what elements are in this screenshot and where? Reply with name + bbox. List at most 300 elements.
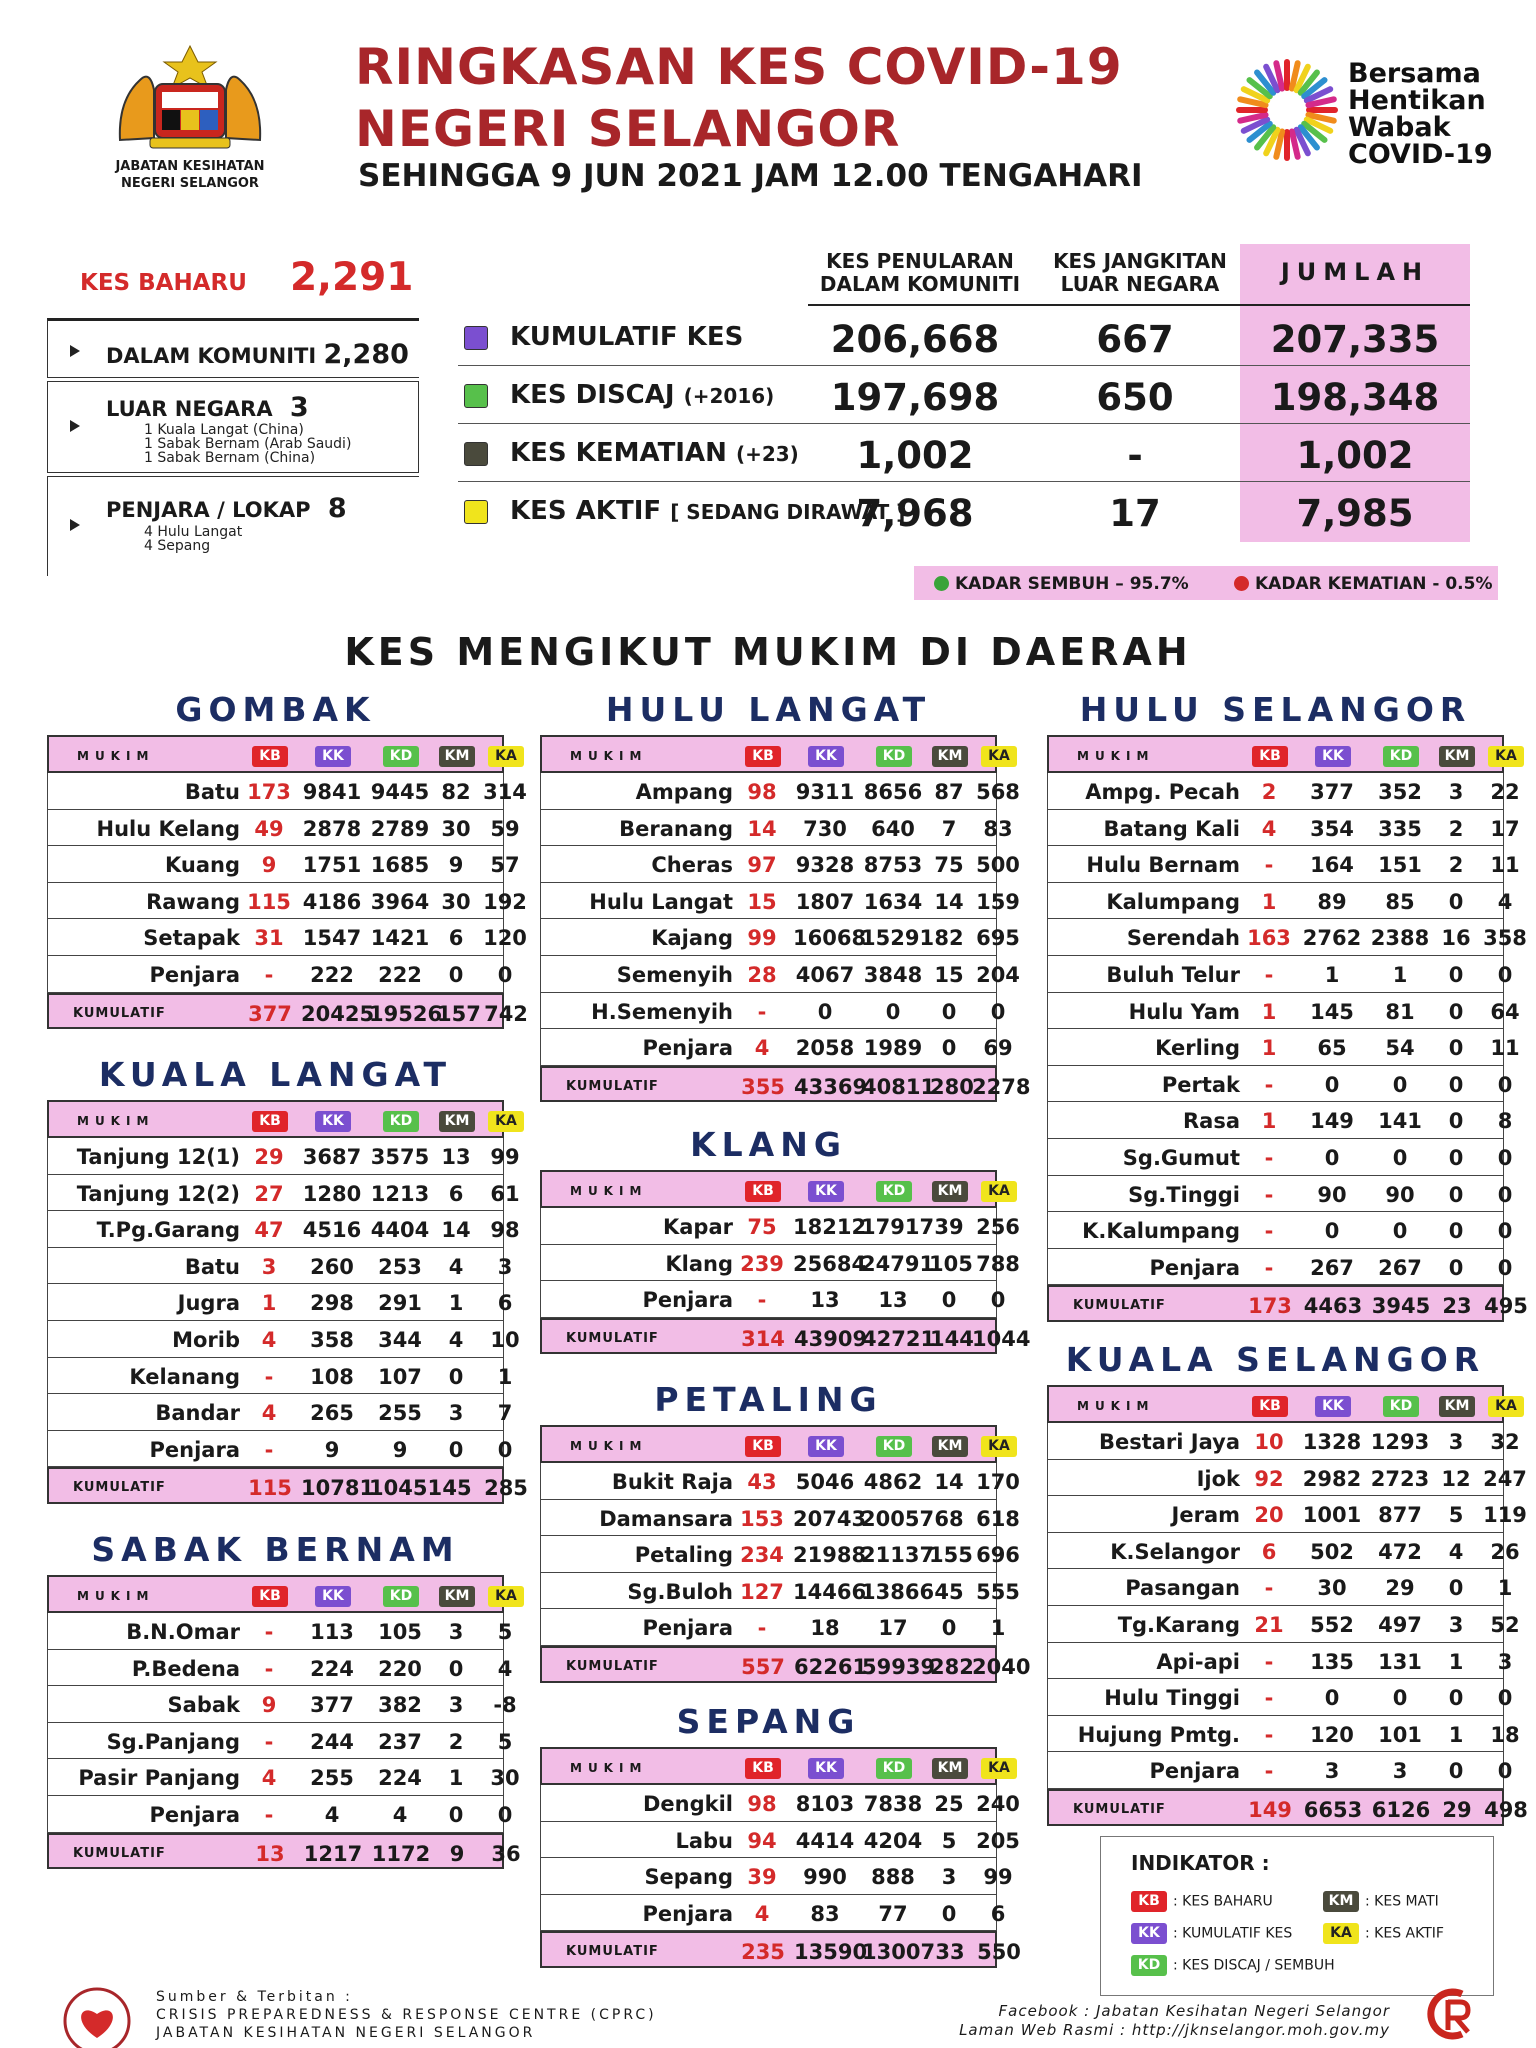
table-row xyxy=(1047,1139,1513,1176)
discharged-cell: 54 xyxy=(1385,1036,1415,1061)
new-cases-cell: 21 xyxy=(1254,1612,1284,1637)
new-cases-cell: 29 xyxy=(254,1145,284,1169)
table-row xyxy=(47,1284,513,1321)
deaths-cell: 39 xyxy=(934,1215,964,1239)
mukim-name: KUMULATIF xyxy=(566,1658,659,1674)
category-square-icon xyxy=(464,442,488,466)
deaths-cell: 9 xyxy=(449,1841,465,1866)
cumulative-cases-cell: 222 xyxy=(310,962,354,987)
deaths-cell: 2 xyxy=(1448,816,1464,841)
table-row xyxy=(47,1138,520,1175)
prison-cases-label: PENJARA / LOKAP xyxy=(106,498,311,522)
active-cell: 57 xyxy=(490,853,520,878)
new-cases-cell: 10 xyxy=(1254,1430,1284,1454)
active-cell: 10 xyxy=(490,1327,520,1352)
table-row xyxy=(540,1785,1020,1822)
new-cases-cell: 49 xyxy=(254,816,284,841)
active-cell: 314 xyxy=(483,780,527,804)
new-cases-cell: 234 xyxy=(740,1543,784,1568)
cumulative-cases-cell: 9841 xyxy=(302,780,362,804)
cumulative-cases-cell: 16068 xyxy=(793,926,867,951)
km-badge: KM xyxy=(1323,1891,1359,1912)
kk-badge: KK xyxy=(1131,1923,1167,1944)
table-row xyxy=(540,1858,1013,1895)
mukim-name: Sg.Buloh xyxy=(627,1579,733,1604)
campaign-line-4: COVID-19 xyxy=(1348,139,1493,170)
mukim-name: T.Pg.Garang xyxy=(96,1218,240,1243)
cumulative-row xyxy=(47,1833,521,1870)
discharged-cell: 2789 xyxy=(370,816,430,841)
district-table-kuala-selangor xyxy=(1047,1385,1528,1826)
discharged-cell: 8753 xyxy=(863,853,923,878)
discharged-cell: 0 xyxy=(1392,1219,1408,1244)
cumulative-row xyxy=(1047,1285,1528,1322)
deaths-cell: 14 xyxy=(441,1218,471,1243)
mukim-name: Kapar xyxy=(662,1215,733,1239)
summary-label-text: KES KEMATIAN xyxy=(510,438,727,468)
deaths-cell: 157 xyxy=(437,1001,481,1026)
cumulative-cases-cell: 4186 xyxy=(302,889,362,914)
table-row xyxy=(540,883,1020,920)
mukim-name: Pertak xyxy=(1161,1072,1240,1097)
table-row xyxy=(1047,1716,1520,1753)
active-cell: 11 xyxy=(1490,1036,1520,1061)
new-cases-cell: 4 xyxy=(754,1901,770,1926)
campaign-sunburst-logo xyxy=(1232,55,1342,165)
discharged-cell: 10451 xyxy=(369,1476,443,1501)
discharged-cell: 8656 xyxy=(863,780,923,804)
district-table-kuala-langat xyxy=(47,1100,528,1504)
cumulative-cases-cell: 4067 xyxy=(795,962,855,987)
table-row xyxy=(540,1029,1013,1066)
imported-cases-label-row xyxy=(106,392,309,423)
table-row xyxy=(1047,1496,1527,1533)
district-table-petaling xyxy=(540,1425,1031,1683)
cumulative-cases-cell: 164 xyxy=(1310,853,1354,878)
kd-badge: KD xyxy=(876,746,912,767)
kd-badge: KD xyxy=(876,1181,912,1202)
mukim-name: Batu xyxy=(184,1254,240,1279)
new-cases-cell: - xyxy=(757,1288,767,1313)
new-cases-cell: 98 xyxy=(747,1792,777,1816)
new-cases-cell: 173 xyxy=(1248,1294,1292,1319)
mukim-name: Sg.Tinggi xyxy=(1128,1182,1240,1207)
summary-imported-value: - xyxy=(1127,434,1143,477)
summary-total-value: 207,335 xyxy=(1270,318,1440,361)
summary-imported-value: 17 xyxy=(1109,492,1161,535)
active-cell: 695 xyxy=(976,926,1020,951)
district-table-gombak xyxy=(47,735,528,1029)
discharged-cell: 19526 xyxy=(369,1001,443,1026)
footer-source-line-3: JABATAN KESIHATAN NEGERI SELANGOR xyxy=(156,2025,536,2041)
discharged-cell: 3 xyxy=(1392,1759,1408,1784)
discharged-cell: 237 xyxy=(378,1729,422,1754)
header-imported-line-1: KES JANGKITAN xyxy=(1053,249,1227,273)
deaths-cell: 4 xyxy=(448,1327,464,1352)
discharged-cell: 24791 xyxy=(861,1251,935,1276)
new-cases-cell: 355 xyxy=(741,1074,785,1099)
table-row xyxy=(540,1245,1020,1282)
deaths-cell: 280 xyxy=(930,1074,974,1099)
deaths-cell: 45 xyxy=(934,1579,964,1604)
km-badge: KM xyxy=(439,1586,475,1607)
mukim-name: Penjara xyxy=(642,1901,733,1926)
cumulative-cases-cell: 13 xyxy=(810,1288,840,1313)
deaths-cell: 0 xyxy=(1448,999,1464,1024)
active-cell: 0 xyxy=(1497,1145,1513,1170)
mukim-name: Jugra xyxy=(177,1291,240,1316)
kb-badge: KB xyxy=(1252,746,1288,767)
km-badge: KM xyxy=(1439,1396,1475,1417)
deaths-cell: 14 xyxy=(934,1470,964,1494)
mukim-header: MUKIM xyxy=(1077,1399,1155,1413)
cumulative-cases-cell: 10781 xyxy=(301,1476,375,1501)
active-cell: 0 xyxy=(1497,1219,1513,1244)
active-cell: 99 xyxy=(490,1145,520,1169)
district-title-klang: KLANG xyxy=(690,1125,847,1164)
kb-badge: KB xyxy=(252,746,288,767)
active-cell: 17 xyxy=(1490,816,1520,841)
discharged-cell: 640 xyxy=(871,816,915,841)
new-cases-cell: 235 xyxy=(741,1940,785,1965)
kb-badge: KB xyxy=(252,1586,288,1607)
active-cell: 742 xyxy=(484,1001,528,1026)
summary-label-tag: [ SEDANG DIRAWAT ] xyxy=(670,500,906,524)
deaths-cell: 0 xyxy=(1448,1036,1464,1061)
deaths-cell: 29 xyxy=(1442,1797,1472,1822)
discharged-cell: 4204 xyxy=(863,1828,923,1853)
mukim-name: Setapak xyxy=(143,926,240,951)
discharged-cell: 222 xyxy=(378,962,422,987)
active-cell: 5 xyxy=(497,1729,513,1754)
active-cell: 6 xyxy=(497,1291,513,1316)
summary-community-value: 1,002 xyxy=(856,434,974,477)
table-row xyxy=(1047,1066,1513,1103)
header-total: JUMLAH xyxy=(1280,258,1430,286)
new-cases-cell: 43 xyxy=(747,1470,777,1494)
deaths-cell: 0 xyxy=(941,1036,957,1061)
deaths-cell: 3 xyxy=(941,1865,957,1890)
discharged-cell: 497 xyxy=(1378,1612,1422,1637)
discharged-cell: 13007 xyxy=(862,1940,936,1965)
cumulative-cases-cell: 552 xyxy=(1310,1612,1354,1637)
new-cases-cell: 4 xyxy=(261,1401,277,1426)
table-row xyxy=(540,1500,1020,1537)
discharged-cell: 3964 xyxy=(370,889,430,914)
new-cases-cell: 115 xyxy=(247,889,291,914)
new-cases-cell: - xyxy=(1264,1255,1274,1280)
table-row xyxy=(47,1723,513,1760)
deaths-cell: 82 xyxy=(934,926,964,951)
campaign-slogan xyxy=(1348,60,1493,168)
km-badge: KM xyxy=(932,746,968,767)
cumulative-cases-cell: 4414 xyxy=(795,1828,855,1853)
active-cell: 3 xyxy=(497,1254,513,1279)
mukim-name: KUMULATIF xyxy=(73,1845,166,1861)
agency-name-line-2: NEGERI SELANGOR xyxy=(121,176,259,191)
table-row xyxy=(47,1211,520,1248)
deaths-cell: 16 xyxy=(1441,926,1471,951)
cumulative-cases-cell: 0 xyxy=(1324,1072,1340,1097)
deaths-cell: 0 xyxy=(941,1616,957,1641)
table-row xyxy=(1047,883,1513,920)
cumulative-cases-cell: 120 xyxy=(1310,1722,1354,1747)
active-cell: 4 xyxy=(497,1656,513,1681)
deaths-cell: 3 xyxy=(448,1401,464,1426)
mukim-name: KUMULATIF xyxy=(1073,1801,1166,1817)
mukim-name: Beranang xyxy=(619,816,733,841)
cumulative-cases-cell: 149 xyxy=(1310,1109,1354,1134)
deaths-cell: 0 xyxy=(941,999,957,1024)
active-cell: 69 xyxy=(983,1036,1013,1061)
recovery-rate xyxy=(934,574,1189,594)
active-cell: 495 xyxy=(1484,1294,1528,1319)
active-cell: 256 xyxy=(976,1215,1020,1239)
cumulative-cases-cell: 14466 xyxy=(793,1579,867,1604)
discharged-cell: 335 xyxy=(1378,816,1422,841)
new-cases-cell: 1 xyxy=(1261,1036,1277,1061)
discharged-cell: 255 xyxy=(378,1401,422,1426)
new-cases-cell: 92 xyxy=(1254,1466,1284,1491)
cumulative-cases-cell: 358 xyxy=(310,1327,354,1352)
deaths-cell: 105 xyxy=(929,1251,973,1276)
ka-badge: KA xyxy=(981,1436,1017,1457)
km-badge: KM xyxy=(439,1111,475,1132)
discharged-cell: 877 xyxy=(1378,1503,1422,1528)
legend-item-kk xyxy=(1131,1923,1292,1944)
active-cell: 0 xyxy=(497,1437,513,1462)
district-title-gombak: GOMBAK xyxy=(175,690,376,729)
deaths-cell: 0 xyxy=(1448,1759,1464,1784)
summary-row xyxy=(458,310,1470,366)
community-cases-label-row xyxy=(106,339,409,370)
table-row xyxy=(1047,1606,1520,1643)
table-row xyxy=(47,1248,513,1285)
summary-row-label xyxy=(510,438,799,468)
mukim-name: B.N.Omar xyxy=(126,1620,240,1644)
legend xyxy=(1100,1836,1494,1996)
table-row xyxy=(1047,1752,1513,1789)
campaign-line-2: Hentikan xyxy=(1348,85,1486,116)
cumulative-cases-cell: 0 xyxy=(1324,1219,1340,1244)
discharged-cell: 15291 xyxy=(861,926,935,951)
discharged-cell: 1213 xyxy=(370,1181,430,1206)
cumulative-cases-cell: 9311 xyxy=(795,780,855,804)
mukim-name: Tanjung 12(1) xyxy=(76,1145,240,1169)
prison-cases-label-row xyxy=(106,493,347,524)
cumulative-cases-cell: 265 xyxy=(310,1401,354,1426)
mukim-name: Penjara xyxy=(642,1036,733,1061)
deaths-cell: 3 xyxy=(448,1693,464,1718)
kd-badge: KD xyxy=(383,746,419,767)
bullet-arrow-icon xyxy=(70,519,80,531)
mukim-name: KUMULATIF xyxy=(566,1078,659,1094)
summary-total-value: 198,348 xyxy=(1270,376,1440,419)
active-cell: 247 xyxy=(1483,1466,1527,1491)
district-table-hulu-selangor xyxy=(1047,735,1528,1322)
mukim-name: Hujung Pmtg. xyxy=(1077,1722,1240,1747)
kk-badge: KK xyxy=(1315,746,1351,767)
summary-row-label xyxy=(510,380,774,410)
table-row xyxy=(540,919,1020,956)
discharged-cell: 382 xyxy=(378,1693,422,1718)
new-cases-cell: 97 xyxy=(747,853,777,878)
facebook-link[interactable]: Facebook : Jabatan Kesihatan Negeri Selangor xyxy=(998,2002,1390,2020)
cumulative-cases-cell: 62261 xyxy=(794,1654,868,1679)
summary-label-tag: (+23) xyxy=(735,442,799,466)
table-row xyxy=(1047,1643,1513,1680)
ka-badge: KA xyxy=(981,1181,1017,1202)
table-row xyxy=(47,1650,513,1687)
section-title: KES MENGIKUT MUKIM DI DAERAH xyxy=(344,630,1192,674)
kd-badge: KD xyxy=(1131,1955,1167,1976)
discharged-cell: 81 xyxy=(1385,999,1415,1024)
deaths-cell: 0 xyxy=(1448,1109,1464,1134)
cumulative-cases-cell: 8103 xyxy=(795,1792,855,1816)
deaths-cell: 0 xyxy=(448,1437,464,1462)
category-square-icon xyxy=(464,500,488,524)
new-cases-cell: 75 xyxy=(747,1215,777,1239)
new-cases-cell: 127 xyxy=(740,1579,784,1604)
summary-community-value: 206,668 xyxy=(830,318,1000,361)
deaths-cell: 0 xyxy=(1448,889,1464,914)
active-cell: 0 xyxy=(1497,1182,1513,1207)
discharged-cell: 0 xyxy=(1392,1686,1408,1711)
cumulative-cases-cell: 2058 xyxy=(795,1036,855,1061)
table-row xyxy=(540,1463,1020,1500)
table-row xyxy=(1047,1533,1520,1570)
discharged-cell: 1634 xyxy=(863,889,923,914)
active-cell: -8 xyxy=(493,1693,517,1718)
deaths-cell: 3 xyxy=(448,1620,464,1644)
ka-badge: KA xyxy=(488,746,524,767)
legend-text-kd: : KES DISCAJ / SEMBUH xyxy=(1173,1957,1335,1974)
discharged-cell: 3945 xyxy=(1371,1294,1431,1319)
legend-text-kb: : KES BAHARU xyxy=(1173,1893,1273,1910)
cumulative-cases-cell: 90 xyxy=(1317,1182,1347,1207)
table-row xyxy=(540,1822,1020,1859)
mukim-name: Cheras xyxy=(651,853,733,878)
mukim-name: Buluh Telur xyxy=(1106,962,1240,987)
new-cases-cell: 239 xyxy=(740,1251,784,1276)
km-badge: KM xyxy=(439,746,475,767)
new-cases-cell: 377 xyxy=(248,1001,292,1026)
table-header xyxy=(1047,1385,1517,1423)
health-emblem-logo xyxy=(62,1986,132,2048)
deaths-cell: 4 xyxy=(448,1254,464,1279)
cumulative-cases-cell: 30 xyxy=(1317,1576,1347,1601)
active-cell: 18 xyxy=(1490,1722,1520,1747)
deaths-cell: 0 xyxy=(941,1288,957,1313)
discharged-cell: 1989 xyxy=(863,1036,923,1061)
district-table-sepang xyxy=(540,1747,1021,1968)
cumulative-cases-cell: 2982 xyxy=(1302,1466,1362,1491)
kk-badge: KK xyxy=(315,1111,351,1132)
active-cell: 0 xyxy=(1497,1255,1513,1280)
table-header xyxy=(540,1425,1010,1463)
new-cases-cell: - xyxy=(1264,1722,1274,1747)
active-cell: 32 xyxy=(1490,1430,1520,1454)
community-cases-box xyxy=(47,318,419,378)
deaths-cell: 14 xyxy=(934,889,964,914)
cumulative-cases-cell: 1217 xyxy=(303,1841,363,1866)
discharged-cell: 21137 xyxy=(861,1543,935,1568)
mukim-name: Ampang xyxy=(635,780,733,804)
header-imported xyxy=(1040,250,1240,296)
kk-badge: KK xyxy=(315,1586,351,1607)
new-cases-cell: 3 xyxy=(261,1254,277,1279)
discharged-cell: 29 xyxy=(1385,1576,1415,1601)
mukim-name: Penjara xyxy=(149,1802,240,1827)
mukim-name: KUMULATIF xyxy=(566,1330,659,1346)
active-cell: 205 xyxy=(976,1828,1020,1853)
cumulative-cases-cell: 9 xyxy=(324,1437,340,1462)
table-header xyxy=(540,735,1010,773)
active-cell: 0 xyxy=(990,1288,1006,1313)
discharged-cell: 107 xyxy=(378,1364,422,1389)
imported-detail-3: 1 Sabak Bernam (China) xyxy=(144,450,316,466)
new-cases-cell: 27 xyxy=(254,1181,284,1206)
cumulative-cases-cell: 377 xyxy=(310,1693,354,1718)
ka-badge: KA xyxy=(1488,746,1524,767)
mukim-name: Sg.Gumut xyxy=(1122,1145,1240,1170)
active-cell: 498 xyxy=(1484,1797,1528,1822)
mukim-header: MUKIM xyxy=(1077,749,1155,763)
mukim-name: Semenyih xyxy=(616,962,733,987)
active-cell: 568 xyxy=(976,780,1020,804)
district-table-sabak-bernam xyxy=(47,1575,521,1869)
deaths-cell: 30 xyxy=(441,816,471,841)
deaths-cell: 25 xyxy=(934,1792,964,1816)
deaths-cell: 2 xyxy=(448,1729,464,1754)
discharged-cell: 7838 xyxy=(863,1792,923,1816)
discharged-cell: 1685 xyxy=(370,853,430,878)
cumulative-cases-cell: 89 xyxy=(1317,889,1347,914)
mukim-name: Hulu Yam xyxy=(1128,999,1240,1024)
active-cell: 64 xyxy=(1490,999,1520,1024)
imported-detail-2: 1 Sabak Bernam (Arab Saudi) xyxy=(144,436,352,452)
cumulative-cases-cell: 43369 xyxy=(794,1074,868,1099)
kk-badge: KK xyxy=(808,1758,844,1779)
discharged-cell: 141 xyxy=(1378,1109,1422,1134)
district-title-kuala-langat: KUALA LANGAT xyxy=(98,1055,453,1094)
table-row xyxy=(1047,1102,1513,1139)
new-cases-cell: - xyxy=(1264,1219,1274,1244)
new-cases-cell: 2 xyxy=(1261,780,1277,804)
mukim-name: Penjara xyxy=(149,1437,240,1462)
summary-row xyxy=(458,484,1470,540)
new-cases-cell: 31 xyxy=(254,926,284,951)
mukim-name: Pasangan xyxy=(1125,1576,1240,1601)
deaths-cell: 75 xyxy=(934,853,964,878)
table-row xyxy=(1047,993,1520,1030)
active-cell: 1 xyxy=(1497,1576,1513,1601)
discharged-cell: 131 xyxy=(1378,1649,1422,1674)
website-link[interactable]: Laman Web Rasmi : http://jknselangor.moh.gov.my xyxy=(959,2021,1390,2039)
legend-item-ka xyxy=(1323,1923,1444,1944)
mukim-header: MUKIM xyxy=(570,1761,648,1775)
table-row xyxy=(1047,1249,1513,1286)
active-cell: 1044 xyxy=(972,1326,1031,1351)
new-cases-cell: 28 xyxy=(747,962,777,987)
mukim-name: Sg.Panjang xyxy=(106,1729,240,1754)
active-cell: 618 xyxy=(976,1506,1020,1531)
imported-cases-box xyxy=(47,381,419,473)
active-cell: 36 xyxy=(491,1841,521,1866)
mukim-name: Kuang xyxy=(164,853,240,878)
kk-badge: KK xyxy=(315,746,351,767)
active-cell: 0 xyxy=(1497,1686,1513,1711)
